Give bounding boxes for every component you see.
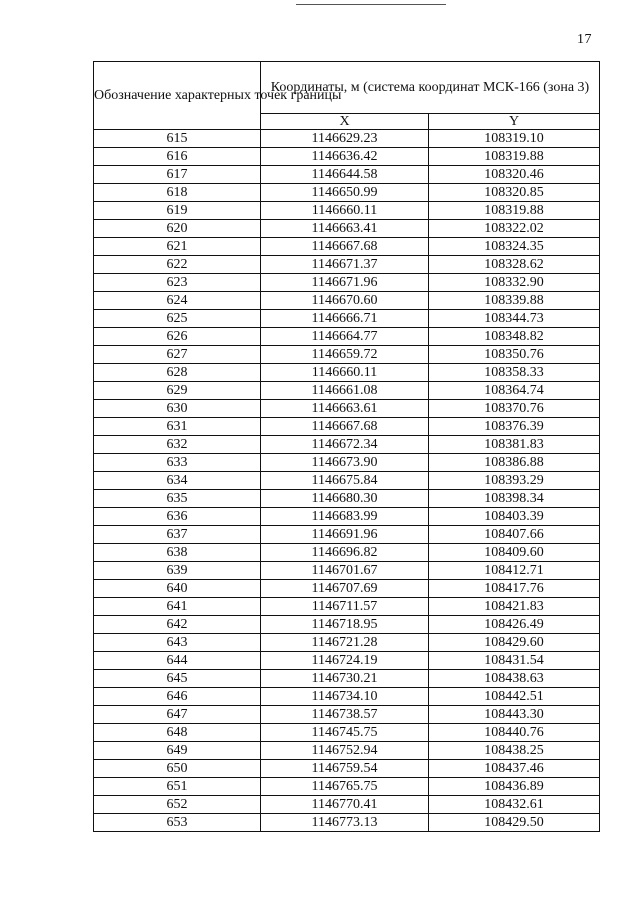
point-cell: 637 xyxy=(94,526,261,544)
point-cell: 649 xyxy=(94,742,261,760)
x-cell: 1146666.71 xyxy=(261,310,429,328)
x-cell: 1146671.37 xyxy=(261,256,429,274)
point-cell: 653 xyxy=(94,814,261,832)
table-row xyxy=(94,274,600,292)
point-cell: 621 xyxy=(94,238,261,256)
table-row xyxy=(94,238,600,256)
x-cell: 1146670.60 xyxy=(261,292,429,310)
x-cell: 1146738.57 xyxy=(261,706,429,724)
x-cell: 1146672.34 xyxy=(261,436,429,454)
y-cell: 108319.88 xyxy=(429,148,600,166)
point-cell: 639 xyxy=(94,562,261,580)
y-cell: 108398.34 xyxy=(429,490,600,508)
x-cell: 1146680.30 xyxy=(261,490,429,508)
y-cell: 108403.39 xyxy=(429,508,600,526)
table-row xyxy=(94,742,600,760)
x-cell: 1146691.96 xyxy=(261,526,429,544)
top-rule xyxy=(296,4,446,5)
y-cell: 108358.33 xyxy=(429,364,600,382)
x-cell: 1146667.68 xyxy=(261,418,429,436)
point-cell: 619 xyxy=(94,202,261,220)
point-cell: 628 xyxy=(94,364,261,382)
point-cell: 627 xyxy=(94,346,261,364)
table-row xyxy=(94,796,600,814)
x-cell: 1146663.61 xyxy=(261,400,429,418)
point-cell: 633 xyxy=(94,454,261,472)
point-cell: 645 xyxy=(94,670,261,688)
table-row xyxy=(94,454,600,472)
header-x: X xyxy=(261,114,429,130)
point-cell: 626 xyxy=(94,328,261,346)
x-cell: 1146659.72 xyxy=(261,346,429,364)
point-cell: 624 xyxy=(94,292,261,310)
x-cell: 1146650.99 xyxy=(261,184,429,202)
table-row xyxy=(94,418,600,436)
table-row xyxy=(94,148,600,166)
y-cell: 108344.73 xyxy=(429,310,600,328)
point-cell: 616 xyxy=(94,148,261,166)
table-row xyxy=(94,382,600,400)
table-row xyxy=(94,346,600,364)
x-cell: 1146667.68 xyxy=(261,238,429,256)
y-cell: 108324.35 xyxy=(429,238,600,256)
point-cell: 617 xyxy=(94,166,261,184)
point-cell: 622 xyxy=(94,256,261,274)
point-cell: 630 xyxy=(94,400,261,418)
header-points: Обозначение характерных точек границы xyxy=(94,62,261,130)
point-cell: 620 xyxy=(94,220,261,238)
x-cell: 1146675.84 xyxy=(261,472,429,490)
x-cell: 1146664.77 xyxy=(261,328,429,346)
y-cell: 108429.50 xyxy=(429,814,600,832)
point-cell: 641 xyxy=(94,598,261,616)
y-cell: 108438.25 xyxy=(429,742,600,760)
x-cell: 1146765.75 xyxy=(261,778,429,796)
y-cell: 108322.02 xyxy=(429,220,600,238)
table-row xyxy=(94,328,600,346)
y-cell: 108350.76 xyxy=(429,346,600,364)
page-number: 17 xyxy=(577,32,592,47)
x-cell: 1146734.10 xyxy=(261,688,429,706)
table-row xyxy=(94,526,600,544)
table-row xyxy=(94,220,600,238)
y-cell: 108412.71 xyxy=(429,562,600,580)
y-cell: 108393.29 xyxy=(429,472,600,490)
table-row xyxy=(94,598,600,616)
point-cell: 652 xyxy=(94,796,261,814)
table-row xyxy=(94,130,600,148)
x-cell: 1146663.41 xyxy=(261,220,429,238)
table-row xyxy=(94,364,600,382)
table-row xyxy=(94,490,600,508)
point-cell: 631 xyxy=(94,418,261,436)
point-cell: 642 xyxy=(94,616,261,634)
point-cell: 646 xyxy=(94,688,261,706)
table-row xyxy=(94,562,600,580)
point-cell: 618 xyxy=(94,184,261,202)
table-row xyxy=(94,310,600,328)
x-cell: 1146673.90 xyxy=(261,454,429,472)
table-row xyxy=(94,202,600,220)
point-cell: 651 xyxy=(94,778,261,796)
y-cell: 108339.88 xyxy=(429,292,600,310)
table-row xyxy=(94,814,600,832)
coordinates-table xyxy=(93,61,600,832)
point-cell: 625 xyxy=(94,310,261,328)
x-cell: 1146773.13 xyxy=(261,814,429,832)
point-cell: 643 xyxy=(94,634,261,652)
y-cell: 108319.88 xyxy=(429,202,600,220)
table-body xyxy=(94,130,600,832)
table-row xyxy=(94,778,600,796)
table-row xyxy=(94,688,600,706)
x-cell: 1146721.28 xyxy=(261,634,429,652)
point-cell: 644 xyxy=(94,652,261,670)
x-cell: 1146759.54 xyxy=(261,760,429,778)
y-cell: 108348.82 xyxy=(429,328,600,346)
y-cell: 108407.66 xyxy=(429,526,600,544)
x-cell: 1146696.82 xyxy=(261,544,429,562)
y-cell: 108364.74 xyxy=(429,382,600,400)
x-cell: 1146711.57 xyxy=(261,598,429,616)
table-row xyxy=(94,184,600,202)
table-row xyxy=(94,292,600,310)
table-row xyxy=(94,400,600,418)
x-cell: 1146752.94 xyxy=(261,742,429,760)
y-cell: 108421.83 xyxy=(429,598,600,616)
point-cell: 623 xyxy=(94,274,261,292)
y-cell: 108438.63 xyxy=(429,670,600,688)
y-cell: 108386.88 xyxy=(429,454,600,472)
y-cell: 108320.85 xyxy=(429,184,600,202)
table-row xyxy=(94,508,600,526)
x-cell: 1146661.08 xyxy=(261,382,429,400)
x-cell: 1146745.75 xyxy=(261,724,429,742)
point-cell: 648 xyxy=(94,724,261,742)
table-row xyxy=(94,670,600,688)
point-cell: 638 xyxy=(94,544,261,562)
y-cell: 108436.89 xyxy=(429,778,600,796)
point-cell: 635 xyxy=(94,490,261,508)
table-row xyxy=(94,616,600,634)
x-cell: 1146770.41 xyxy=(261,796,429,814)
y-cell: 108332.90 xyxy=(429,274,600,292)
table-row xyxy=(94,166,600,184)
header-coordinates: Координаты, м (система координат МСК-166 (зона 3) xyxy=(261,62,600,114)
table-row xyxy=(94,436,600,454)
y-cell: 108429.60 xyxy=(429,634,600,652)
y-cell: 108328.62 xyxy=(429,256,600,274)
y-cell: 108381.83 xyxy=(429,436,600,454)
table-row xyxy=(94,634,600,652)
y-cell: 108320.46 xyxy=(429,166,600,184)
y-cell: 108437.46 xyxy=(429,760,600,778)
point-cell: 629 xyxy=(94,382,261,400)
point-cell: 632 xyxy=(94,436,261,454)
header-y: Y xyxy=(429,114,600,130)
point-cell: 650 xyxy=(94,760,261,778)
y-cell: 108431.54 xyxy=(429,652,600,670)
x-cell: 1146701.67 xyxy=(261,562,429,580)
x-cell: 1146636.42 xyxy=(261,148,429,166)
x-cell: 1146644.58 xyxy=(261,166,429,184)
point-cell: 636 xyxy=(94,508,261,526)
y-cell: 108440.76 xyxy=(429,724,600,742)
point-cell: 634 xyxy=(94,472,261,490)
table-row xyxy=(94,760,600,778)
y-cell: 108409.60 xyxy=(429,544,600,562)
y-cell: 108370.76 xyxy=(429,400,600,418)
x-cell: 1146707.69 xyxy=(261,580,429,598)
table-row xyxy=(94,544,600,562)
point-cell: 615 xyxy=(94,130,261,148)
table-row xyxy=(94,706,600,724)
point-cell: 640 xyxy=(94,580,261,598)
x-cell: 1146629.23 xyxy=(261,130,429,148)
x-cell: 1146724.19 xyxy=(261,652,429,670)
point-cell: 647 xyxy=(94,706,261,724)
y-cell: 108442.51 xyxy=(429,688,600,706)
x-cell: 1146660.11 xyxy=(261,364,429,382)
y-cell: 108432.61 xyxy=(429,796,600,814)
table-row xyxy=(94,472,600,490)
table-row xyxy=(94,256,600,274)
y-cell: 108417.76 xyxy=(429,580,600,598)
x-cell: 1146660.11 xyxy=(261,202,429,220)
table-row xyxy=(94,580,600,598)
y-cell: 108376.39 xyxy=(429,418,600,436)
x-cell: 1146683.99 xyxy=(261,508,429,526)
y-cell: 108319.10 xyxy=(429,130,600,148)
x-cell: 1146671.96 xyxy=(261,274,429,292)
x-cell: 1146718.95 xyxy=(261,616,429,634)
table-row xyxy=(94,652,600,670)
table-row xyxy=(94,724,600,742)
x-cell: 1146730.21 xyxy=(261,670,429,688)
y-cell: 108426.49 xyxy=(429,616,600,634)
y-cell: 108443.30 xyxy=(429,706,600,724)
